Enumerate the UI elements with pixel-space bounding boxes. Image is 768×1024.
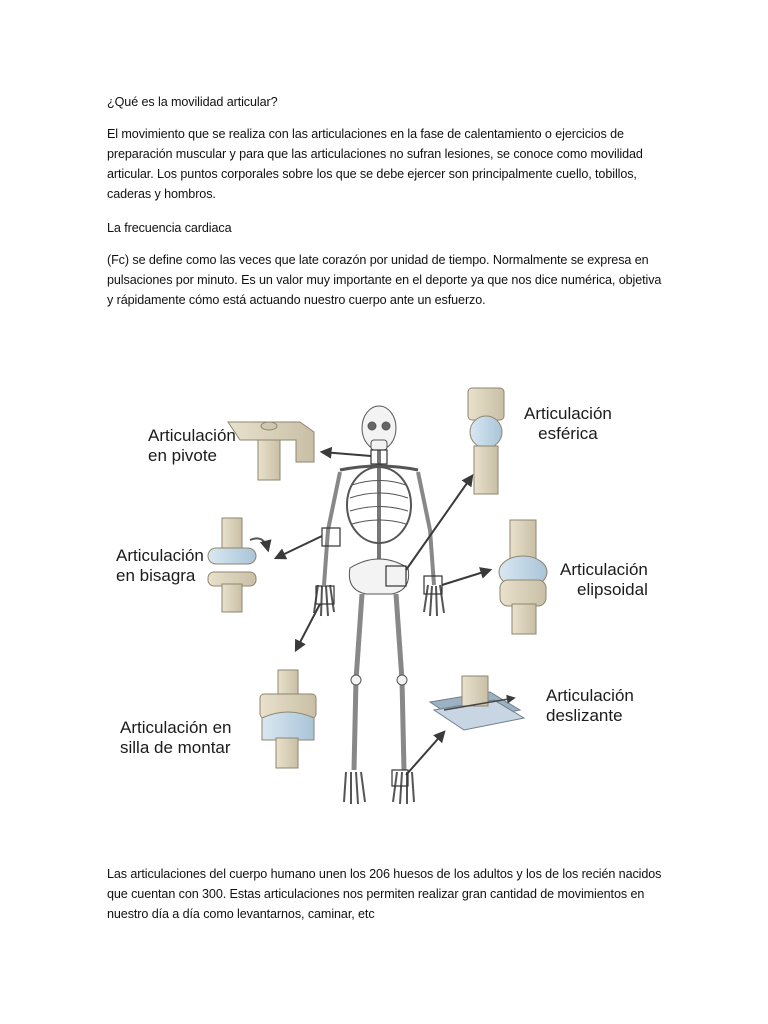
label-esferica-line2: esférica bbox=[538, 424, 598, 443]
label-elipsoidal bbox=[560, 560, 648, 600]
saddle-joint-illustration bbox=[260, 670, 316, 768]
label-silla-line1: Articulación en bbox=[120, 718, 232, 737]
label-silla-line2: silla de montar bbox=[120, 738, 231, 757]
label-bisagra-line2: en bisagra bbox=[116, 566, 196, 585]
section-heading: ¿Qué es la movilidad articular? bbox=[107, 95, 278, 109]
label-pivote bbox=[148, 426, 236, 466]
label-bisagra-line1: Articulación bbox=[116, 546, 204, 565]
hinge-joint-illustration bbox=[208, 518, 268, 612]
label-elipsoidal-line2: elipsoidal bbox=[576, 580, 648, 599]
label-bisagra bbox=[116, 546, 204, 586]
skeleton bbox=[314, 406, 444, 804]
label-esferica-line1: Articulación bbox=[524, 404, 612, 423]
paragraph-movilidad: El movimiento que se realiza con las articulaciones en la fase de calentamiento o ejercicios de preparación muscular y para que las articulaciones no sufran lesiones, se conoce como movilidad articular. Los puntos corporales sobre los que se debe ejercer son principalmente cuello, tobillos, caderas y hombros. bbox=[107, 127, 643, 201]
label-pivote-line2: en pivote bbox=[148, 446, 217, 465]
gliding-joint-illustration bbox=[430, 676, 524, 730]
pivot-joint-illustration bbox=[228, 422, 314, 480]
joints-figure bbox=[100, 380, 660, 830]
paragraph-articulaciones: Las articulaciones del cuerpo humano unen los 206 huesos de los adultos y los de los recién nacidos que cuentan con 300. Estas articulaciones nos permiten realizar gran cantidad de movimientos en nuestro día a día como levantarnos, caminar, etc bbox=[107, 867, 662, 921]
ellipsoid-joint-illustration bbox=[499, 520, 547, 634]
label-silla bbox=[120, 718, 232, 758]
label-deslizante-line2: deslizante bbox=[546, 706, 623, 725]
paragraph-frecuencia: (Fc) se define como las veces que late corazón por unidad de tiempo. Normalmente se expresa en pulsaciones por minuto. Es un valor muy importante en el deporte ya que nos dice numérica, objetiva y rápidamente cómo está actuando nuestro cuerpo ante un esfuerzo. bbox=[107, 253, 662, 307]
ball-joint-illustration bbox=[468, 388, 504, 494]
label-esferica bbox=[524, 404, 612, 444]
label-deslizante-line1: Articulación bbox=[546, 686, 634, 705]
label-pivote-line1: Articulación bbox=[148, 426, 236, 445]
label-deslizante bbox=[546, 686, 634, 726]
section-heading-frecuencia: La frecuencia cardiaca bbox=[107, 221, 232, 235]
label-elipsoidal-line1: Articulación bbox=[560, 560, 648, 579]
